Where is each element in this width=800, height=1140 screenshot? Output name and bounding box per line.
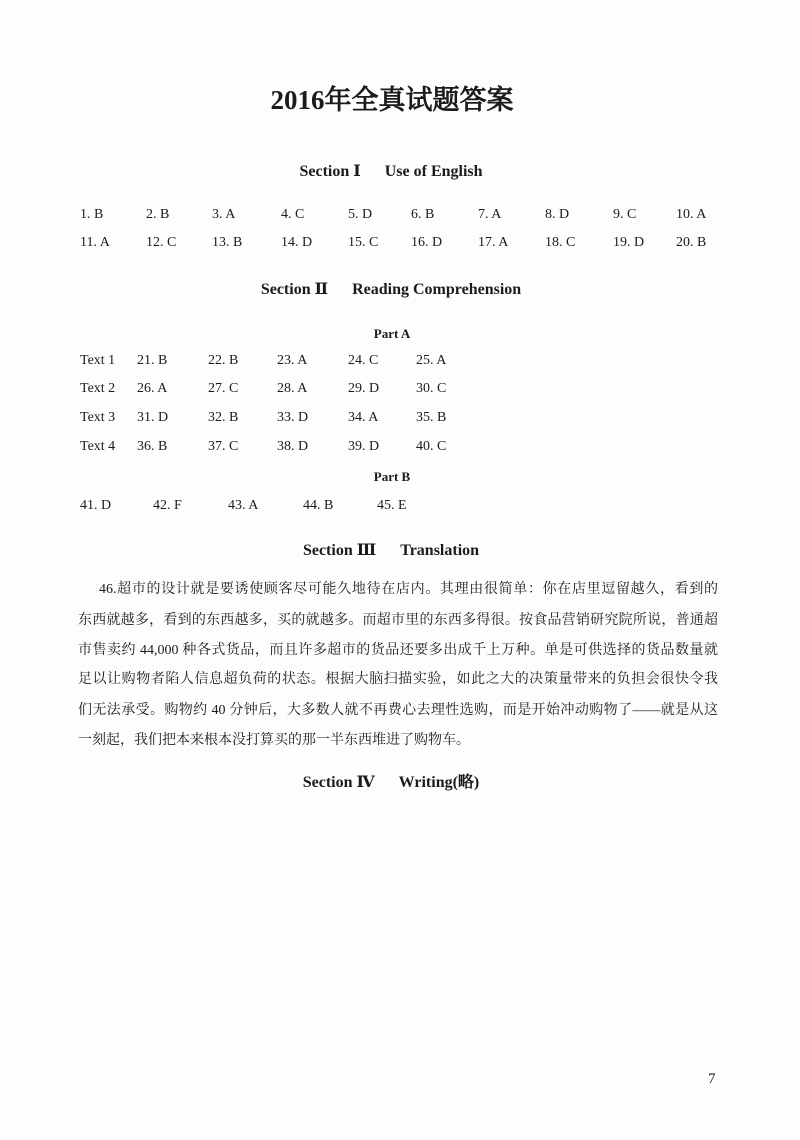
answer-13: 13. B: [212, 235, 243, 250]
part-a-label: Part A: [373, 326, 411, 341]
page-title: 2016年全真试题答案: [270, 85, 514, 115]
answer-6: 6. B: [411, 207, 435, 222]
section-2-number: Section Ⅱ: [260, 281, 329, 298]
section-2-heading: [0, 279, 782, 301]
part-a-text-2-label: Text 2: [80, 381, 116, 396]
part-b-label: Part B: [373, 469, 411, 484]
part-a-text-4-label: Text 4: [80, 439, 116, 454]
section-1-number: Section Ⅰ: [299, 163, 361, 180]
answer-30: 30. C: [416, 381, 447, 396]
answer-16: 16. D: [411, 235, 443, 250]
answer-23: 23. A: [277, 353, 308, 368]
translation-line-1: 46.超市的设计就是要诱使顾客尽可能久地待在店内。其理由很简单：你在店里逗留越久，看到的: [99, 582, 718, 597]
part-a-text-3-label: Text 3: [80, 410, 116, 425]
answer-37: 37. C: [208, 439, 239, 454]
answer-26: 26. A: [137, 381, 168, 396]
answer-27: 27. C: [208, 381, 239, 396]
translation-line-3: 市售卖约 44,000 种各式货品，而且许多超市的货品还要多出成千上万种。单是可供选择的货品数量就: [78, 643, 718, 658]
answer-38: 38. D: [277, 439, 309, 454]
answer-42: 42. F: [153, 498, 182, 513]
translation-line-2: 东西就越多，看到的东西越多，买的就越多。而超市里的东西多得很。按食品营销研究院所说，普通超: [78, 613, 718, 628]
section-4-number: Section Ⅳ: [302, 774, 375, 791]
answer-31: 31. D: [137, 410, 169, 425]
section-4-heading: [0, 772, 782, 794]
section-3-title: Translation: [400, 542, 480, 559]
answer-28: 28. A: [277, 381, 308, 396]
answer-17: 17. A: [478, 235, 509, 250]
answer-11: 11. A: [80, 235, 110, 250]
answer-12: 12. C: [146, 235, 177, 250]
part-a-text-1-label: Text 1: [80, 353, 116, 368]
answer-44: 44. B: [303, 498, 334, 513]
answer-21: 21. B: [137, 353, 168, 368]
answer-18: 18. C: [545, 235, 576, 250]
answer-45: 45. E: [377, 498, 407, 513]
answer-4: 4. C: [281, 207, 305, 222]
answer-24: 24. C: [348, 353, 379, 368]
translation-line-4: 足以让购物者陷人信息超负荷的状态。根据大脑扫描实验，如此之大的决策量带来的负担会很快令我: [78, 672, 718, 687]
answer-2: 2. B: [146, 207, 170, 222]
answer-39: 39. D: [348, 439, 380, 454]
translation-line-5: 们无法承受。购物约 40 分钟后，大多数人就不再费心去理性选购，而是开始冲动购物了——就是从这: [78, 703, 718, 718]
answer-35: 35. B: [416, 410, 447, 425]
answer-34: 34. A: [348, 410, 379, 425]
answer-9: 9. C: [613, 207, 637, 222]
section-3-heading: [0, 540, 782, 562]
answer-1: 1. B: [80, 207, 104, 222]
section-1-heading: [0, 161, 782, 183]
answer-32: 32. B: [208, 410, 239, 425]
answer-20: 20. B: [676, 235, 707, 250]
answer-19: 19. D: [613, 235, 645, 250]
answer-10: 10. A: [676, 207, 707, 222]
answer-5: 5. D: [348, 207, 373, 222]
answer-43: 43. A: [228, 498, 259, 513]
answer-40: 40. C: [416, 439, 447, 454]
answer-8: 8. D: [545, 207, 570, 222]
answer-3: 3. A: [212, 207, 236, 222]
answer-14: 14. D: [281, 235, 313, 250]
page-number: 7: [708, 1071, 716, 1087]
translation-line-6: 一刻起，我们把本来根本没打算买的那一半东西堆进了购物车。: [78, 733, 470, 748]
section-1-title: Use of English: [384, 163, 483, 180]
answer-29: 29. D: [348, 381, 380, 396]
answer-7: 7. A: [478, 207, 502, 222]
answer-41: 41. D: [80, 498, 112, 513]
answer-33: 33. D: [277, 410, 309, 425]
section-3-number: Section Ⅲ: [302, 542, 377, 559]
answer-25: 25. A: [416, 353, 447, 368]
section-2-title: Reading Comprehension: [352, 281, 522, 298]
answer-22: 22. B: [208, 353, 239, 368]
answer-15: 15. C: [348, 235, 379, 250]
section-4-title: Writing(略): [398, 774, 480, 791]
answer-36: 36. B: [137, 439, 168, 454]
